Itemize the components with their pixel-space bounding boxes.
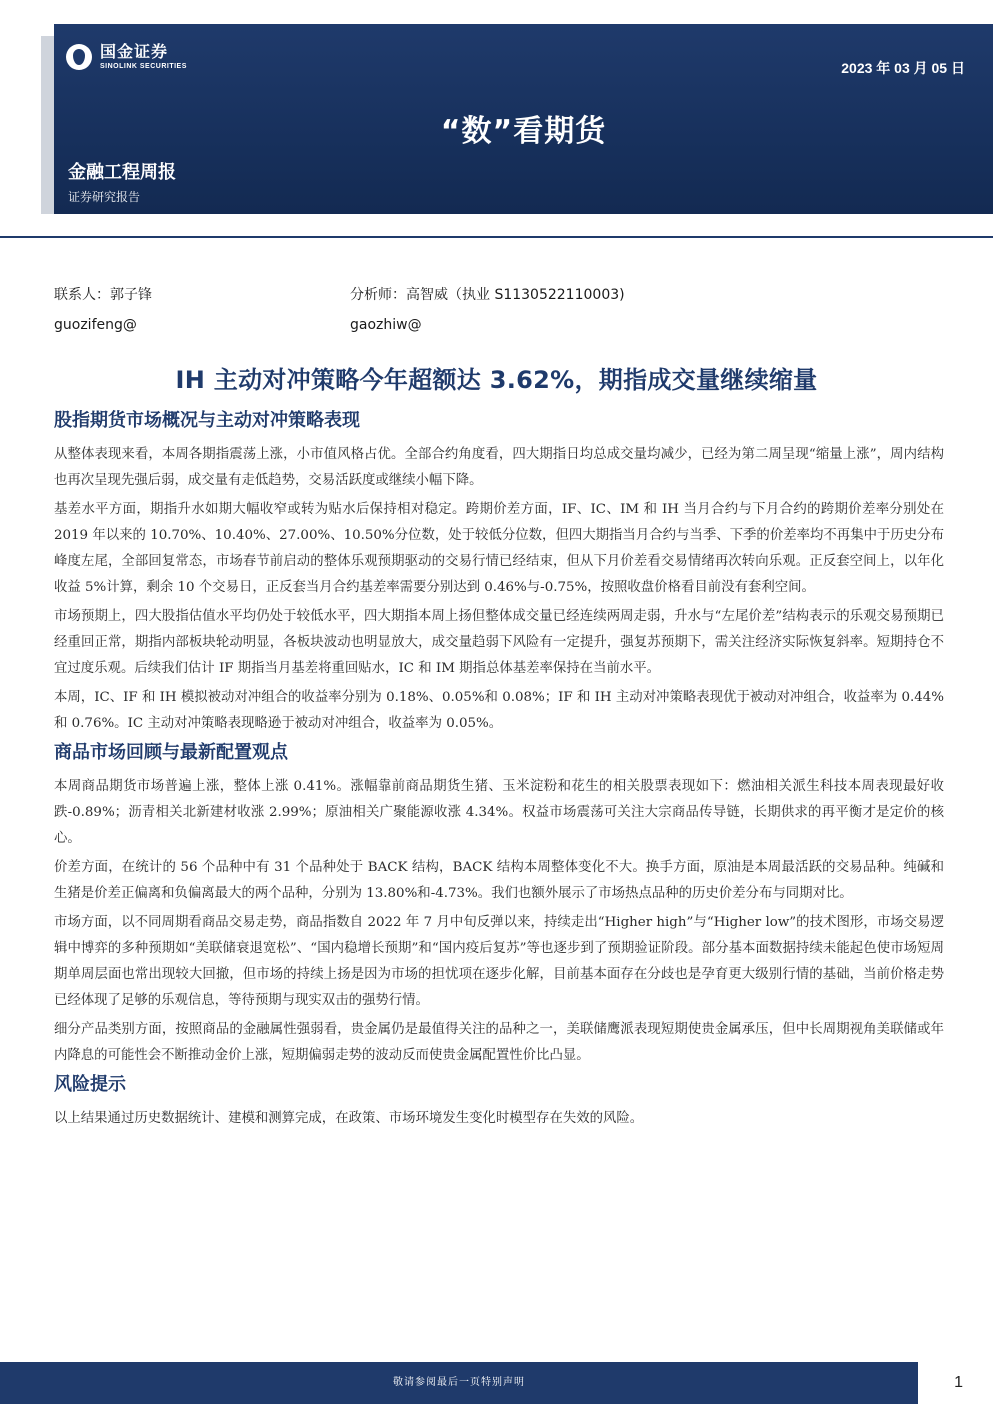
paragraph: 市场预期上，四大股指估值水平均仍处于较低水平，四大期指本周上扬但整体成交量已经连续两周走弱，升水与“左尾价差”结构表示的乐观交易预期已经重回正常，期指内部板块轮动明显，各板块波动也明显放大，成交量趋弱下风险有一定提升，强复苏预期下，需关注经济实际恢复斜率。短期持仓不宜过度乐观。后续我们估计 IF 期指当月基差将重回贴水，IC 和 IM 期指总体基差率保持在当前水平。 xyxy=(54,609,944,676)
paragraph: 以上结果通过历史数据统计、建模和测算完成，在政策、市场环境发生变化时模型存在失效的风险。 xyxy=(54,1111,644,1126)
paragraph: 细分产品类别方面，按照商品的金融属性强弱看，贵金属仍是最值得关注的品种之一，美联储鹰派表现短期使贵金属承压，但中长周期视角美联储或年内降息的可能性会不断推动金价上涨，短期偏弱走势的波动反而使贵金属配置性价比凸显。 xyxy=(54,1022,944,1063)
logo-english-name: SINOLINK SECURITIES xyxy=(100,63,187,70)
paragraph: 本周商品期货市场普遍上涨，整体上涨 0.41%。涨幅靠前商品期货生猪、玉米淀粉和花生的相关股票表现如下：燃油相关派生科技本周表现最好收跌-0.89%；沥青相关北新建材收涨 2.99%；原油相关广聚能源收涨 4.34%。权益市场震荡可关注大宗商品传导链，长期供求的再平衡才是定价的核心。 xyxy=(54,779,944,846)
report-headline: IH 主动对冲策略今年超额达 3.62%，期指成交量继续缩量 xyxy=(175,366,818,394)
paragraph: 市场方面，以不同周期看商品交易走势，商品指数自 2022 年 7 月中旬反弹以来，持续走出“Higher high”与“Higher low”的技术图形，市场交易逻辑中博弈的多种预期如“美联储衰退宽松”、“国内稳增长预期”和“国内疫后复苏”等也逐步到了预期验证阶段。部分基本面数据持续未能起色使市场短周期单周层面也常出现较大回撤，但市场的持续上扬是因为市场的担忧项在逐步化解，目前基本面存在分歧也是孕育更大级别行情的基础，当前价格走势已经体现了足够的乐观信息，等待预期与现实双击的强势行情。 xyxy=(54,915,944,1008)
company-logo xyxy=(66,44,187,70)
contact-name: 联系人：郭子锋 xyxy=(54,287,152,303)
logo-chinese-name: 国金证券 xyxy=(100,42,169,61)
page-number: 1 xyxy=(954,1374,963,1391)
section-risk-warning xyxy=(54,1072,944,1132)
section-title: 风险提示 xyxy=(54,1074,126,1095)
paragraph: 基差水平方面，期指升水如期大幅收窄或转为贴水后保持相对稳定。跨期价差方面，IF、IC、IM 和 IH 当月合约与下月合约的跨期价差率分别处在 2019 年以来的 10.70%、10.40%、27.00%、10.50%分位数，处于较低分位数，但四大期指当月合约与当季、下季的价差率均不再集中于历史分布峰度左尾，全部回复常态，市场春节前启动的整体乐观预期驱动的交易行情已经结束，但从下月价差看交易情绪再次转向乐观。正反套空间上，以年化收益 5%计算，剩余 10 个交易日，正反套当月合约基差率需要分别达到 0.46%与-0.75%，按照收盘价格看目前没有套利空间。 xyxy=(54,502,944,595)
report-title: “数”看期货 xyxy=(440,114,607,149)
header-divider xyxy=(0,236,993,238)
paragraph: 本周，IC、IF 和 IH 模拟被动对冲组合的收益率分别为 0.18%、0.05%和 0.08%；IF 和 IH 主动对冲策略表现优于被动对冲组合，收益率为 0.44%和 0.76%。IC 主动对冲策略表现略逊于被动对冲组合，收益率为 0.05%。 xyxy=(54,690,944,731)
section-commodity-review xyxy=(54,740,944,1069)
contact-email: guozifeng@ xyxy=(54,317,137,333)
section-title: 商品市场回顾与最新配置观点 xyxy=(54,742,288,763)
analyst-email: gaozhiw@ xyxy=(350,317,422,333)
section-title: 股指期货市场概况与主动对冲策略表现 xyxy=(54,410,360,431)
footer-disclaimer: 敬请参阅最后一页特别声明 xyxy=(393,1377,525,1388)
contact-block xyxy=(54,280,934,340)
report-series: 金融工程周报 xyxy=(68,162,176,183)
paragraph: 价差方面，在统计的 56 个品种中有 31 个品种处于 BACK 结构，BACK 结构本周整体变化不大。换手方面，原油是本周最活跃的交易品种。纯碱和生猪是价差正偏离和负偏离最大的两个品种，分别为 13.80%和-4.73%。我们也额外展示了市场热点品种的历史价差分布与同期对比。 xyxy=(54,860,944,901)
analyst-name: 分析师：高智威（执业 S1130522110003) xyxy=(350,287,625,303)
report-body xyxy=(54,408,944,1135)
section-futures-overview xyxy=(54,408,944,737)
footer-bar xyxy=(0,1362,918,1404)
header-banner xyxy=(54,24,993,214)
report-type: 证券研究报告 xyxy=(68,190,141,204)
report-date: 2023 年 03 月 05 日 xyxy=(841,60,965,76)
sinolink-logo-icon xyxy=(66,44,92,70)
paragraph: 从整体表现来看，本周各期指震荡上涨，小市值风格占优。全部合约角度看，四大期指日均总成交量均减少，已经为第二周呈现“缩量上涨”，周内结构也再次呈现先强后弱，成交量有走低趋势，交易活跃度或继续小幅下降。 xyxy=(54,447,944,488)
